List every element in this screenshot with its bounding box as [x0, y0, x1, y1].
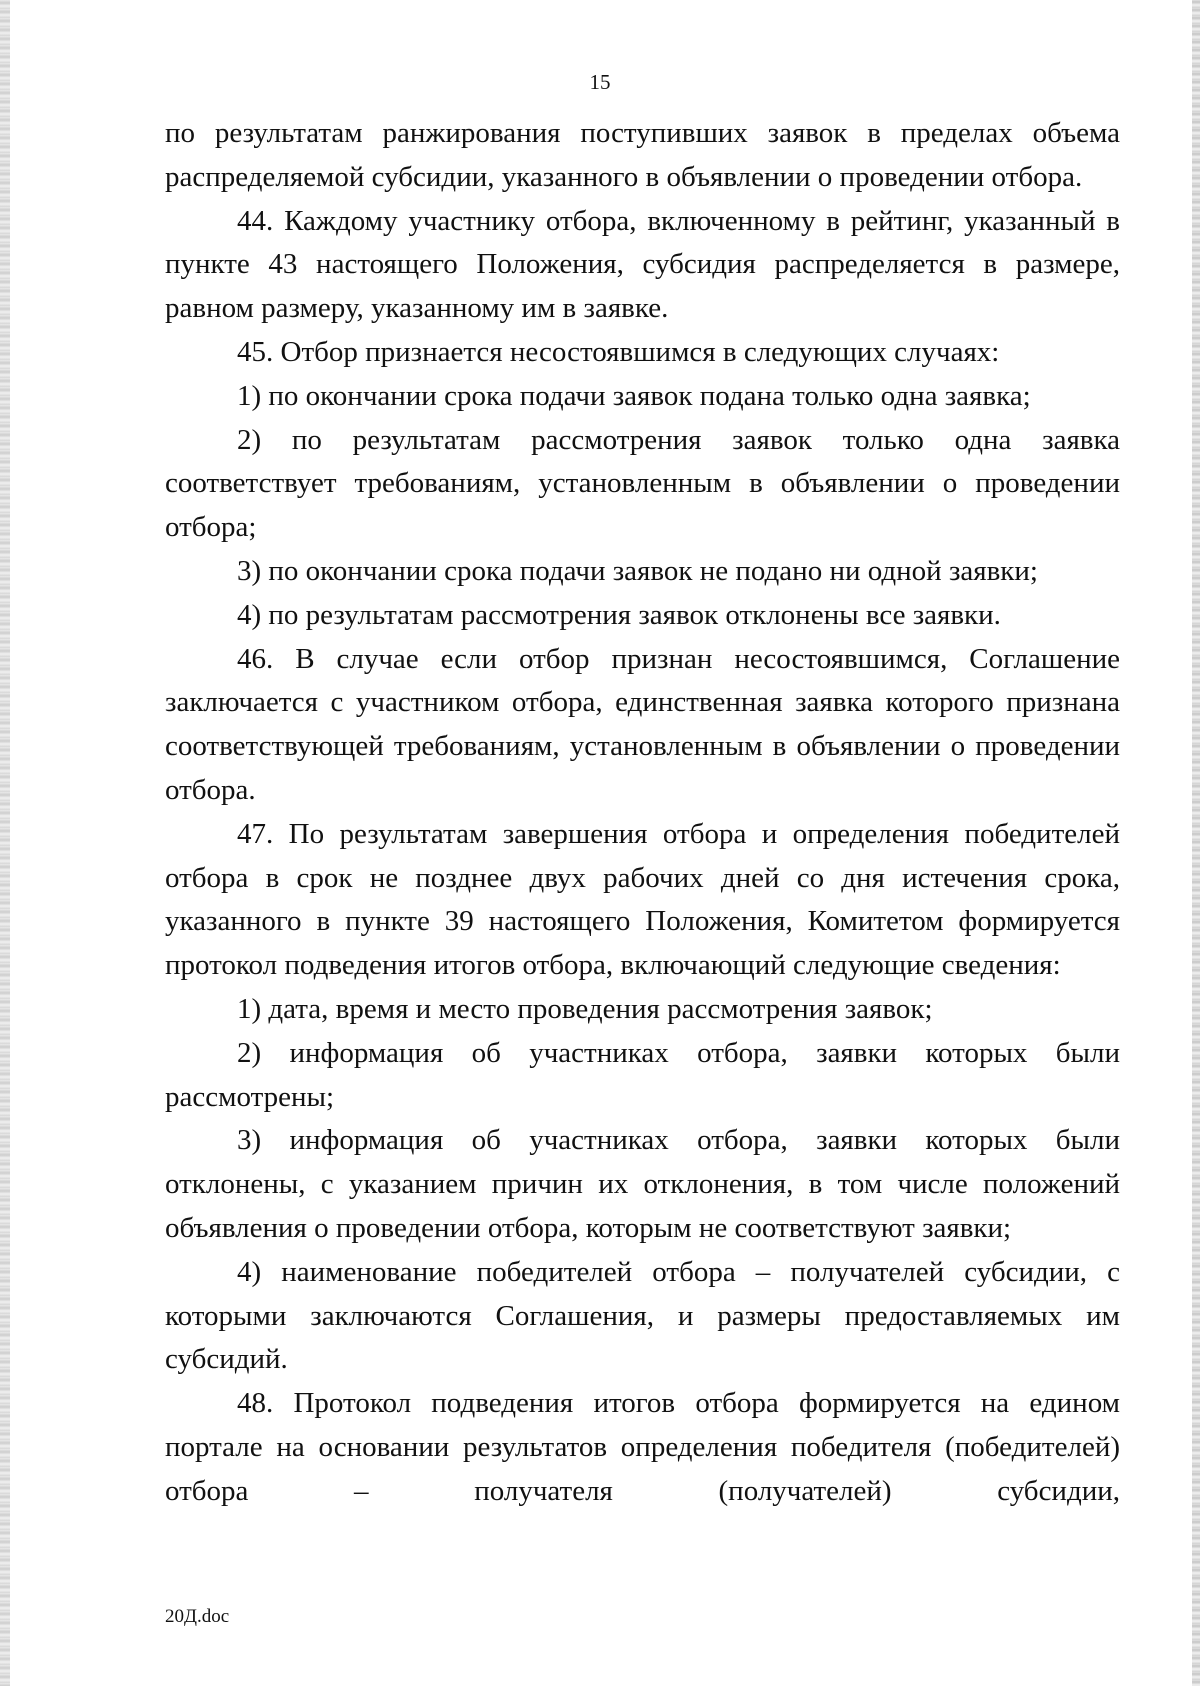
paragraph-45: 45. Отбор признается несостоявшимся в следующих случаях: [237, 335, 1000, 368]
paragraph-44: 44. Каждому участнику отбора, включенному в рейтинг, указанный в пункте 43 настоящего Положения, субсидия распределяется в размере, равном размеру, указанному им в заявке. [165, 204, 1120, 325]
paragraph-47-item-2: 2) информация об участниках отбора, заявки которых были рассмотрены; [165, 1036, 1120, 1113]
page-number: 15 [589, 70, 611, 94]
paragraph-47-item-3: 3) информация об участниках отбора, заявки которых были отклонены, с указанием причин их отклонения, в том числе положений объявления о проведении отбора, которым не соответствуют заявки; [165, 1124, 1120, 1244]
scan-edge-left [0, 0, 10, 1686]
document-body [165, 112, 1120, 1514]
paragraph-48: 48. Протокол подведения итогов отбора формируется на едином портале на основании результатов определения победителя (победителей) отбора – получателя (получателей) субсидии, [165, 1387, 1120, 1507]
paragraph-45-item-4: 4) по результатам рассмотрения заявок отклонены все заявки. [237, 598, 1001, 631]
paragraph-45-item-2: 2) по результатам рассмотрения заявок только одна заявка соответствует требованиям, установленным в объявлении о проведении отбора; [165, 423, 1120, 544]
scan-edge-right [1192, 0, 1200, 1686]
paragraph-47-item-1: 1) дата, время и место проведения рассмотрения заявок; [237, 992, 933, 1025]
paragraph-continuation: по результатам ранжирования поступивших заявок в пределах объема распределяемой субсидии, указанного в объявлении о проведении отбора. [165, 117, 1120, 193]
paragraph-47: 47. По результатам завершения отбора и определения победителей отбора в срок не позднее двух рабочих дней со дня истечения срока, указанного в пункте 39 настоящего Положения, Комитетом формируется протокол подведения итогов отбора, включающий следующие сведения: [165, 817, 1120, 982]
paragraph-45-item-3: 3) по окончании срока подачи заявок не подано ни одной заявки; [237, 554, 1038, 587]
paragraph-45-item-1: 1) по окончании срока подачи заявок подана только одна заявка; [237, 379, 1031, 412]
footer-filename: 20Д.doc [165, 1606, 230, 1627]
paragraph-47-item-4: 4) наименование победителей отбора – получателей субсидии, с которыми заключаются Соглашения, и размеры предоставляемых им субсидий. [165, 1255, 1120, 1376]
paragraph-46: 46. В случае если отбор признан несостоявшимся, Соглашение заключается с участником отбора, единственная заявка которого признана соответствующей требованиям, установленным в объявлении о проведении отбора. [165, 642, 1120, 806]
